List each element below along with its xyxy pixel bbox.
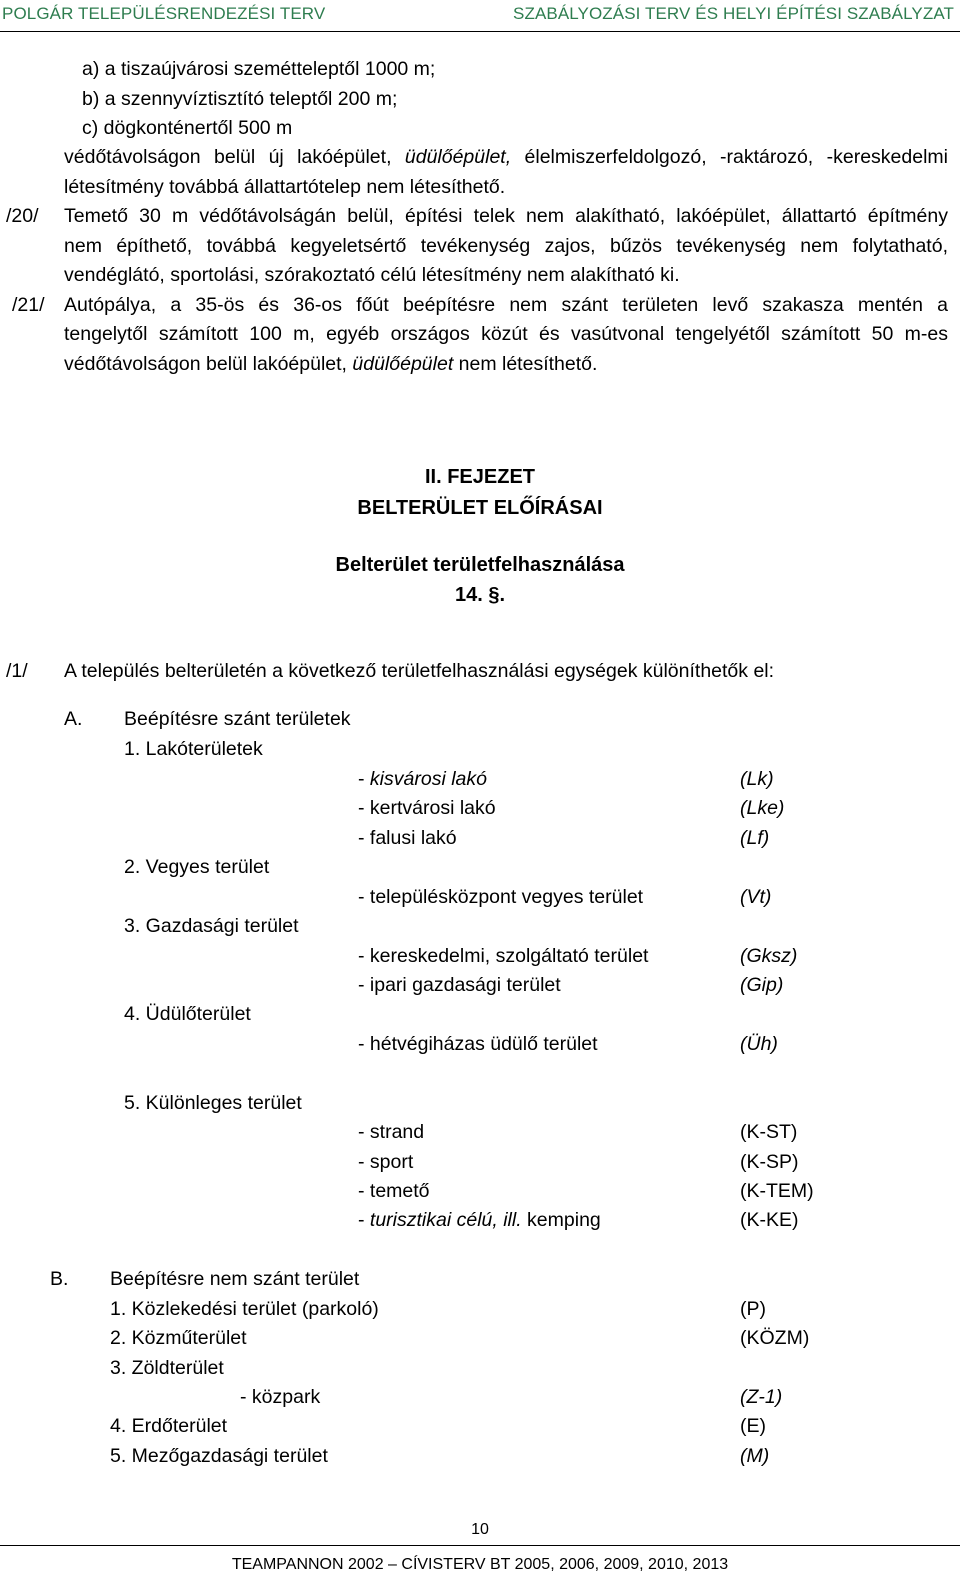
category-1-title: 1. Lakóterületek (124, 738, 263, 760)
land-use-code: (K-KE) (740, 1209, 799, 1231)
land-use-code: (M) (740, 1445, 770, 1467)
land-use-code: (K-SP) (740, 1151, 799, 1173)
chapter-title: BELTERÜLET ELŐÍRÁSAI (357, 497, 603, 519)
footer-rule (0, 1545, 960, 1546)
paragraph-1-number: /1/ (6, 660, 28, 682)
page-number: 10 (471, 1521, 489, 1538)
paragraph-19-line-2: létesítmény továbbá állattartótelep nem létesíthető. (64, 176, 506, 198)
land-use-code: (KÖZM) (740, 1327, 810, 1349)
land-use-name: - hétvégiházas üdülő terület (358, 1033, 598, 1055)
land-use-name: 1. Közlekedési terület (parkoló) (110, 1298, 379, 1320)
land-use-code: (P) (740, 1298, 766, 1320)
list-item-c: c) dögkonténertől 500 m (82, 117, 293, 139)
land-use-name: - településközpont vegyes terület (358, 886, 644, 908)
category-5-title: 5. Különleges terület (124, 1092, 302, 1114)
land-use-code: (Z-1) (740, 1386, 783, 1408)
paragraph-20-line-2: nem építhető, továbbá kegyeletsértő tevékenység zajos, bűzös tevékenység nem folytatható, (64, 235, 948, 257)
land-use-code: (Üh) (740, 1033, 778, 1055)
land-use-name: 4. Erdőterület (110, 1415, 228, 1437)
list-item-b: b) a szennyvíztisztító teleptől 200 m; (82, 88, 398, 110)
section-number: 14. §. (454, 584, 506, 606)
paragraph-21-line-1: Autópálya, a 35-ös és 36-os főút beépítésre nem szánt területen levő szakasza mentén a (64, 294, 948, 316)
land-use-name: 5. Mezőgazdasági terület (110, 1445, 328, 1467)
category-3-title: 3. Gazdasági terület (124, 915, 299, 937)
category-2-title: 2. Vegyes terület (124, 856, 270, 878)
land-use-name: - strand (358, 1121, 425, 1143)
land-use-code: (Gksz) (740, 945, 798, 967)
group-a-letter: A. (64, 708, 83, 730)
land-use-code: (Gip) (740, 974, 784, 996)
group-b-title: Beépítésre nem szánt terület (110, 1268, 360, 1290)
paragraph-20-line-1: Temető 30 m védőtávolságán belül, építési telek nem alakítható, lakóépület, állattartó építmény (64, 205, 948, 227)
category-4-title: 4. Üdülőterület (124, 1003, 251, 1025)
paragraph-21-line-3: védőtávolságon belül lakóépület, üdülőépület nem létesíthető. (64, 353, 598, 375)
land-use-code: (E) (740, 1415, 766, 1437)
land-use-name: - sport (358, 1151, 414, 1173)
paragraph-19-line-1: védőtávolságon belül új lakóépület, üdülőépület, élelmiszerfeldolgozó, -raktározó, -kereskedelmi (64, 146, 948, 168)
paragraph-20-line-3: vendéglátó, sportolási, szórakoztató célú létesítmény nem alakítható ki. (64, 264, 680, 286)
paragraph-1-text: A település belterületén a következő területfelhasználási egységek különíthetők el: (64, 660, 775, 682)
land-use-name: - turisztikai célú, ill. kemping (358, 1209, 601, 1231)
list-item-a: a) a tiszaújvárosi szemétteleptől 1000 m; (82, 58, 436, 80)
land-use-code: (K-ST) (740, 1121, 798, 1143)
land-use-name: - közpark (240, 1386, 321, 1408)
land-use-name: - kisvárosi lakó (358, 768, 487, 790)
land-use-name: - kertvárosi lakó (358, 797, 496, 819)
paragraph-21-line-2: tengelytől számított 100 m, egyéb országos közút és vasútvonal tengelyétől számított 50 m-es (64, 323, 948, 345)
land-use-name: - ipari gazdasági terület (358, 974, 561, 996)
land-use-code: (Lke) (740, 797, 785, 819)
group-b-letter: B. (50, 1268, 69, 1290)
land-use-name: - falusi lakó (358, 827, 457, 849)
header-right-title: SZABÁLYOZÁSI TERV ÉS HELYI ÉPÍTÉSI SZABÁLYZAT (513, 4, 954, 23)
land-use-code: (K-TEM) (740, 1180, 814, 1202)
footer-credits: TEAMPANNON 2002 – CÍVISTERV BT 2005, 2006, 2009, 2010, 2013 (231, 1556, 729, 1573)
land-use-name: 2. Közműterület (110, 1327, 247, 1349)
land-use-code: (Vt) (740, 886, 772, 908)
land-use-name: - temető (358, 1180, 430, 1202)
land-use-name: 3. Zöldterület (110, 1357, 224, 1379)
chapter-label: II. FEJEZET (424, 466, 536, 488)
header-left-title: POLGÁR TELEPÜLÉSRENDEZÉSI TERV (2, 4, 326, 23)
land-use-code: (Lf) (740, 827, 770, 849)
land-use-name: - kereskedelmi, szolgáltató terület (358, 945, 649, 967)
land-use-code: (Lk) (740, 768, 774, 790)
section-title: Belterület területfelhasználása (335, 554, 625, 576)
paragraph-20-number: /20/ (6, 205, 39, 227)
group-a-title: Beépítésre szánt területek (124, 708, 351, 730)
paragraph-21-number: /21/ (12, 294, 45, 316)
header-rule (0, 31, 960, 32)
